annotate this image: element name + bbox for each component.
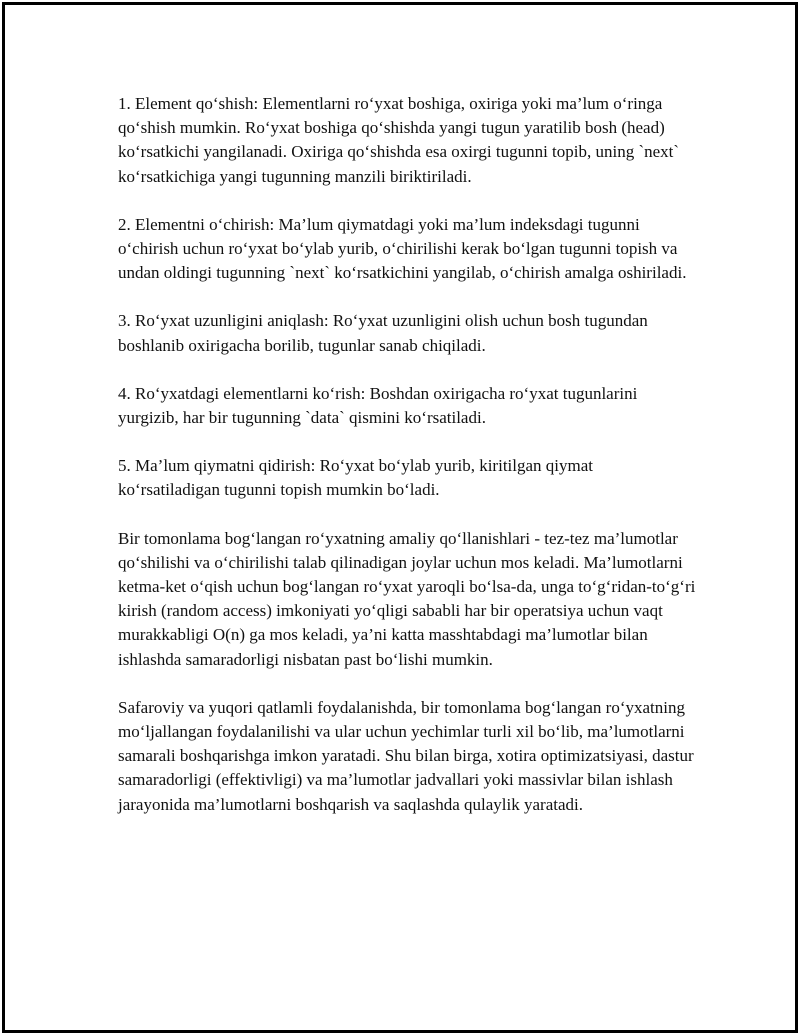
document-body	[118, 92, 698, 841]
paragraph-delete-element: 2. Elementni o‘chirish: Ma’lum qiymatdagi yoki ma’lum indeksdagi tugunni o‘chirish uchun ro‘yxat bo‘ylab yurib, o‘chirilishi kerak bo‘lgan tugunni topish va undan oldingi tugunning `next` ko‘rsatkichini yangilab, o‘chirish amalga oshiriladi.	[118, 214, 687, 283]
paragraph-list-length: 3. Ro‘yxat uzunligini aniqlash: Ro‘yxat uzunligini olish uchun bosh tugundan boshlanib oxirigacha borilib, tugunlar sanab chiqiladi.	[118, 311, 648, 355]
paragraph-add-element: 1. Element qo‘shish: Elementlarni ro‘yxat boshiga, oxiriga yoki ma’lum o‘ringa qo‘shish mumkin. Ro‘yxat boshiga qo‘shishda yangi tugun yaratilib bosh (head) ko‘rsatkichi yangilanadi. Oxiriga qo‘shishda esa oxirgi tugunni topib, uning `next` ko‘rsatkichiga yangi tugunning manzili biriktiriladi.	[118, 94, 680, 186]
paragraph-view-elements: 4. Ro‘yxatdagi elementlarni ko‘rish: Boshdan oxirigacha ro‘yxat tugunlarini yurgizib, har bir tugunning `data` qismini ko‘rsatiladi.	[118, 383, 638, 428]
paragraph-advanced-usage: Safaroviy va yuqori qatlamli foydalanishda, bir tomonlama bog‘langan ro‘yxatning mo‘ljallangan foydalanilishi va ular uchun yechimlar turli xil bo‘lib, ma’lumotlarni samarali boshqarishga imkon yaratadi. Shu bilan birga, xotira optimizatsiyasi, dastur samaradorligi (effektivligi) va ma’lumotlar jadvallari yoki massivlar bilan ishlash jarayonida ma’lumotlarni boshqarish va saqlashda qulaylik yaratadi.	[118, 697, 694, 814]
paragraph-practical-usage: Bir tomonlama bog‘langan ro‘yxatning amaliy qo‘llanishlari - tez-tez ma’lumotlar qo‘shilishi va o‘chirilishi talab qilinadigan joylar uchun mos keladi. Ma’lumotlarni ketma-ket o‘qish uchun bog‘langan ro‘yxat yaroqli bo‘lsa-da, unga to‘g‘ridan-to‘g‘ri kirish (random access) imkoniyati yo‘qligi sababli har bir operatsiya uchun vaqt murakkabligi O(n) ga mos keladi, ya’ni katta masshtabdagi ma’lumotlar bilan ishlashda samaradorligi nisbatan past bo‘lishi mumkin.	[118, 528, 696, 669]
paragraph-search-value: 5. Ma’lum qiymatni qidirish: Ro‘yxat bo‘ylab yurib, kiritilgan qiymat ko‘rsatiladigan tugunni topish mumkin bo‘ladi.	[118, 456, 593, 500]
